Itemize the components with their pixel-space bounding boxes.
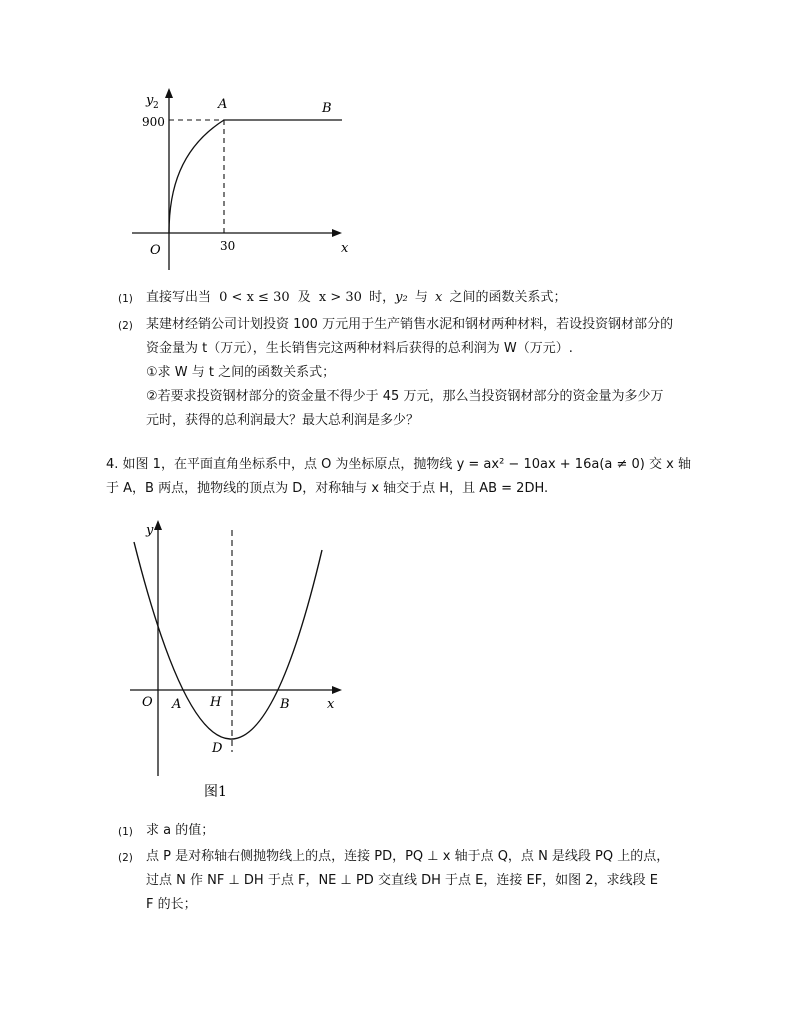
label-O: O (150, 243, 161, 258)
x-label: x (341, 241, 349, 256)
q3-part1-y2: y₂ (395, 290, 408, 305)
q3-part2-sub2-line2: 元时，获得的总利润最大？最大总利润是多少？ (146, 413, 420, 428)
q4-part2-number: (2) (118, 852, 133, 864)
q3-part1-x: x (434, 290, 443, 305)
q3-part2-number: (2) (118, 320, 133, 332)
x-label: x (327, 697, 335, 712)
q4-stem-line1: 4. 如图 1，在平面直角坐标系中，点 O 为坐标原点，抛物线 y = ax² − 10ax + 16a(a ≠ 0) 交 x 轴 (106, 457, 691, 472)
parabola-curve (134, 542, 322, 739)
q3-part1-and: 及 (297, 290, 311, 305)
label-A: A (172, 697, 182, 712)
q3-part1-a: 直接写出当 (146, 290, 212, 305)
q3-part1-number: (1) (118, 293, 133, 305)
curve-OA (169, 120, 224, 233)
q3-part1-end: 之间的函数关系式； (449, 290, 567, 305)
y-label: y (146, 523, 154, 538)
x-axis-arrow (332, 686, 342, 694)
q3-part1-range2: x > 30 (318, 290, 362, 305)
q3-part2-line1: 某建材经销公司计划投资 100 万元用于生产销售水泥和钢材两种材料，若设投资钢材部分的 (146, 317, 674, 332)
q3-part2-sub2-line1: ②若要求投资钢材部分的资金量不得少于 45 万元，那么当投资钢材部分的资金量为多少万 (146, 389, 664, 404)
x-tick-30: 30 (220, 239, 236, 253)
y-axis-arrow (154, 520, 162, 530)
figure-2-parabola (120, 512, 360, 808)
y-axis-arrow (165, 88, 173, 98)
label-B: B (280, 697, 290, 712)
y-label-sub: 2 (153, 101, 159, 111)
figure-caption: 图1 (204, 784, 227, 800)
label-H: H (210, 695, 222, 710)
y-label: y (146, 93, 154, 108)
q3-part2-sub1: ①求 W 与 t 之间的函数关系式； (146, 365, 336, 380)
q3-part2-line2: 资金量为 t（万元），生长销售完这两种材料后获得的总利润为 W（万元）. (146, 341, 573, 356)
q4-part2-line1: 点 P 是对称轴右侧抛物线上的点，连接 PD，PQ ⊥ x 轴于点 Q，点 N 是线段 PQ 上的点， (146, 849, 670, 864)
x-axis-arrow (332, 229, 342, 237)
y-tick-900: 900 (142, 115, 165, 129)
q4-part2-line2: 过点 N 作 NF ⊥ DH 于点 F，NE ⊥ PD 交直线 DH 于点 E，连接 EF，如图 2，求线段 E (146, 873, 658, 888)
q3-part1-text (146, 289, 566, 307)
label-B: B (322, 101, 332, 116)
label-A: A (218, 97, 228, 112)
q3-part1-range1: 0 < x ≤ 30 (219, 290, 290, 305)
q3-part1-when: 时， (369, 290, 396, 305)
figure-1-graph (120, 80, 360, 280)
q4-part2-line3: F 的长； (146, 897, 197, 912)
q3-part1-with: 与 (414, 290, 428, 305)
label-O: O (142, 695, 153, 710)
q4-part1-text: 求 a 的值； (146, 823, 215, 838)
q4-stem-line2: 于 A，B 两点，抛物线的顶点为 D，对称轴与 x 轴交于点 H，且 AB = 2DH. (106, 481, 549, 496)
label-D: D (212, 741, 223, 756)
q4-part1-number: (1) (118, 826, 133, 838)
